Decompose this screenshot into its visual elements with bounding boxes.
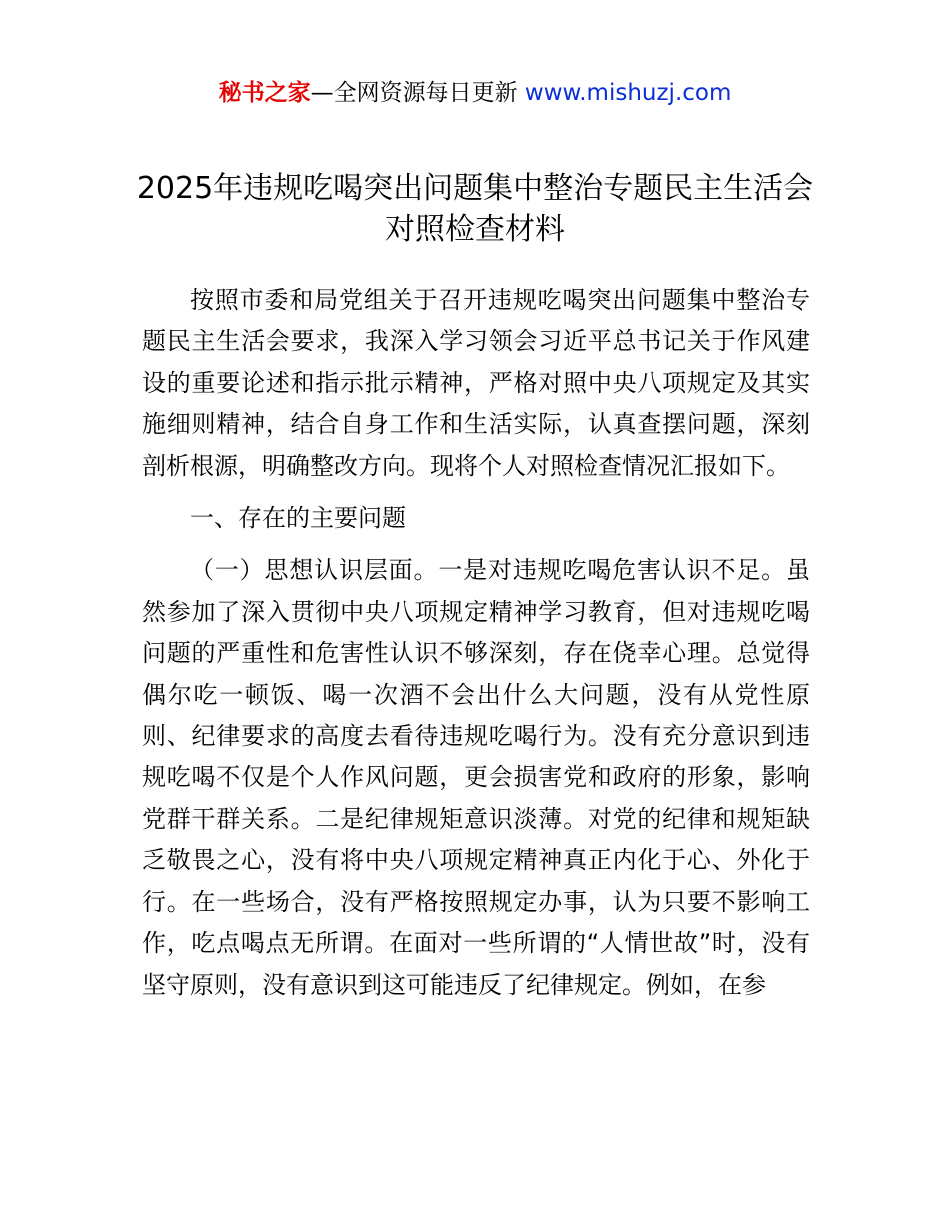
intro-paragraph: 按照市委和局党组关于召开违规吃喝突出问题集中整治专题民主生活会要求，我深入学习领会习近平总书记关于作风建设的重要论述和指示批示精神，严格对照中央八项规定及其实施细则精神，结合自身工作和生活实际，认真查摆问题，深刻剖析根源，明确整改方向。现将个人对照检查情况汇报如下。: [142, 286, 810, 480]
document-title: 2025年违规吃喝突出问题集中整治专题民主生活会对照检查材料: [136, 171, 814, 247]
header-tagline: —全网资源每日更新: [310, 80, 525, 106]
section-heading: 一、存在的主要问题: [190, 504, 406, 533]
document-body: [142, 280, 810, 1006]
brand-name: 秘书之家: [218, 80, 311, 106]
site-url-link[interactable]: www.mishuzj.com: [524, 80, 732, 106]
site-header: [0, 76, 950, 110]
body-paragraph: （一）思想认识层面。一是对违规吃喝危害认识不足。虽然参加了深入贯彻中央八项规定精神学习教育，但对违规吃喝问题的严重性和危害性认识不够深刻，存在侥幸心理。总觉得偶尔吃一顿饭、喝一次酒不会出什么大问题，没有从党性原则、纪律要求的高度去看待违规吃喝行为。没有充分意识到违规吃喝不仅是个人作风问题，更会损害党和政府的形象，影响党群干群关系。二是纪律规矩意识淡薄。对党的纪律和规矩缺乏敬畏之心，没有将中央八项规定精神真正内化于心、外化于行。在一些场合，没有严格按照规定办事，认为只要不影响工作，吃点喝点无所谓。在面对一些所谓的“人情世故”时，没有坚守原则，没有意识到这可能违反了纪律规定。例如，在参: [142, 556, 810, 999]
